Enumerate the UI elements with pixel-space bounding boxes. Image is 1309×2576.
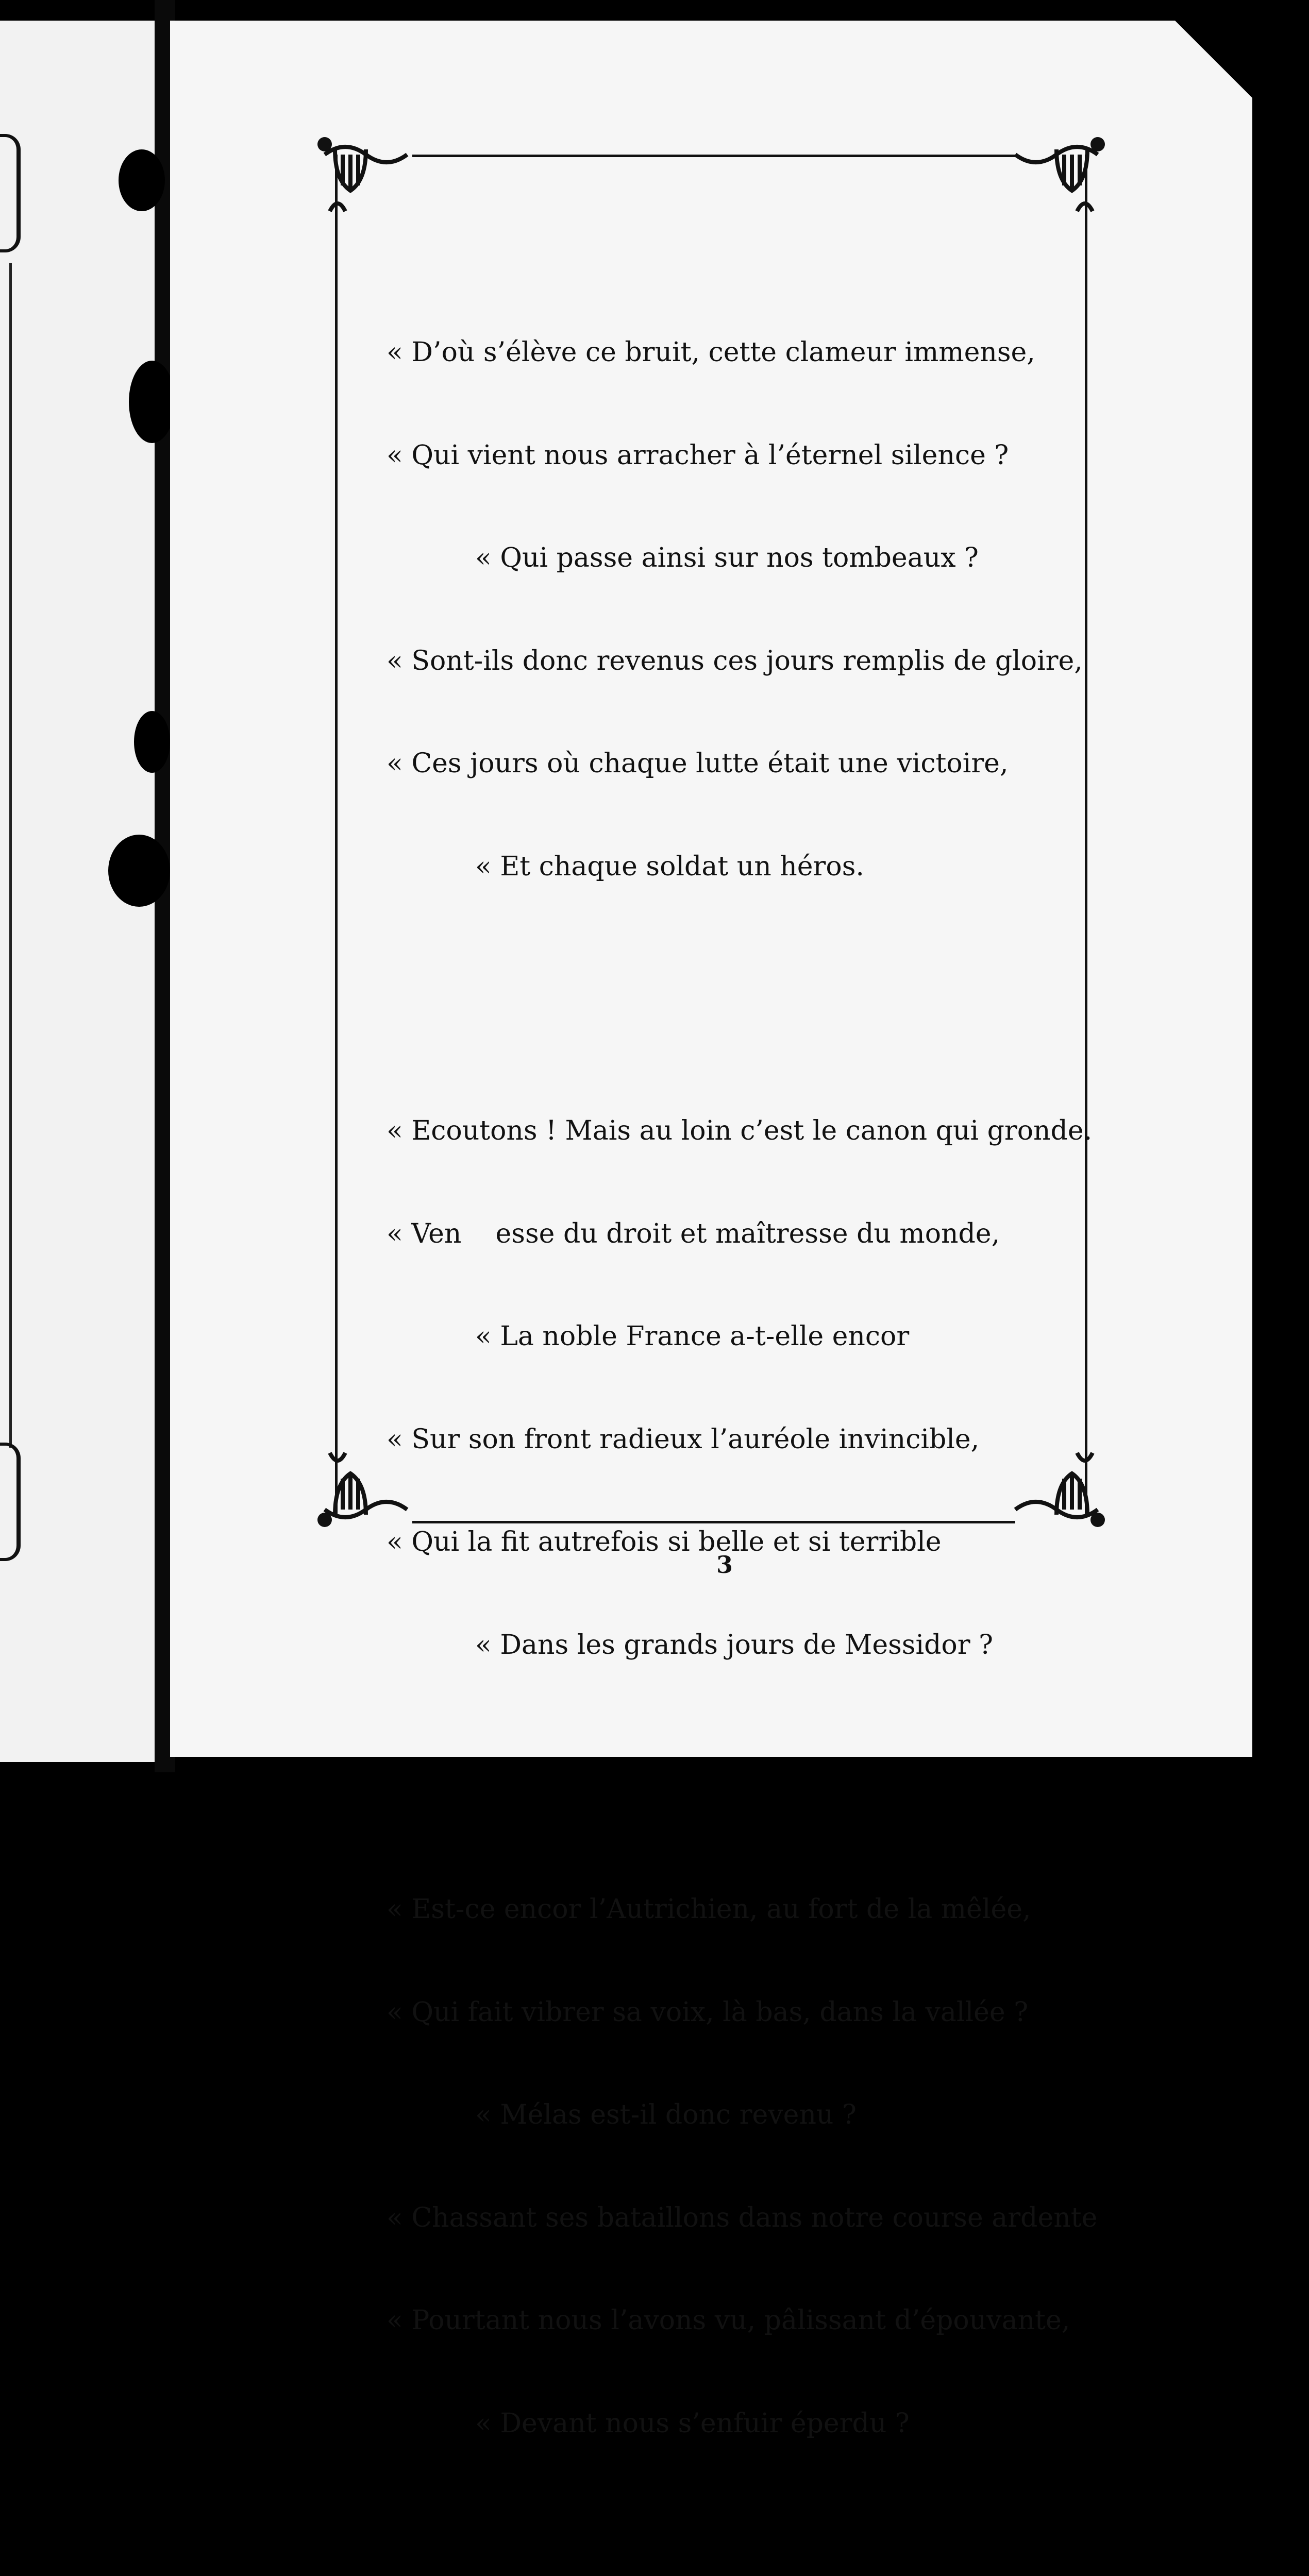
verse-line: « Pourtant nous l’avons vu, pâlissant d’épouvante, xyxy=(387,2305,1070,2336)
page-border-top-rule xyxy=(412,155,1015,157)
verse-line: « Ces jours où chaque lutte était une victoire, xyxy=(387,748,1009,779)
previous-page-ornament-top xyxy=(0,134,21,252)
verse-line: « Devant nous s’enfuir éperdu ? xyxy=(475,2408,910,2439)
verse-line: « Qui vient nous arracher à l’éternel silence ? xyxy=(387,439,1009,471)
verse-line: « Ecoutons ! Mais au loin c’est le canon qui gronde. xyxy=(387,1115,1093,1146)
verse-line: « Sur son front radieux l’auréole invincible, xyxy=(387,1423,980,1455)
folded-corner xyxy=(1175,21,1252,98)
poem-text xyxy=(387,198,1098,2576)
ink-blot xyxy=(129,361,175,443)
verse-line: « Dans les grands jours de Messidor ? xyxy=(475,1629,993,1660)
stanza xyxy=(387,1824,1098,2509)
verse-line: « La noble France a-t-elle encor xyxy=(475,1321,910,1352)
page-number: 3 xyxy=(716,1551,733,1579)
verse-line: « Sont-ils donc revenus ces jours remplis de gloire, xyxy=(387,645,1083,676)
verse-line: « Qui fait vibrer sa voix, là bas, dans la vallée ? xyxy=(387,1996,1029,2028)
ink-blot xyxy=(134,711,170,773)
ink-blot xyxy=(119,149,165,211)
verse-line: « Mélas est-il donc revenu ? xyxy=(475,2099,857,2130)
verse-line: « Qui passe ainsi sur nos tombeaux ? xyxy=(475,543,979,573)
verse-line: « Chassant ses bataillons dans notre course ardente xyxy=(387,2202,1098,2233)
verse-line: « Et chaque soldat un héros. xyxy=(475,851,864,882)
verse-line: « D’où s’élève ce bruit, cette clameur immense, xyxy=(387,337,1035,368)
verse-line: « Est-ce encor l’Autrichien, au fort de la mêlée, xyxy=(387,1894,1031,1925)
verse-line: « Ven esse du droit et maîtresse du monde, xyxy=(387,1218,1000,1249)
ink-blot xyxy=(108,835,170,907)
previous-page-ornament-bottom xyxy=(0,1443,21,1561)
stanza xyxy=(387,267,1083,952)
stanza xyxy=(387,1045,1093,1731)
previous-page-frame-rule xyxy=(9,263,12,1448)
verse-line: « Qui la fit autrefois si belle et si terrible xyxy=(387,1527,942,1557)
